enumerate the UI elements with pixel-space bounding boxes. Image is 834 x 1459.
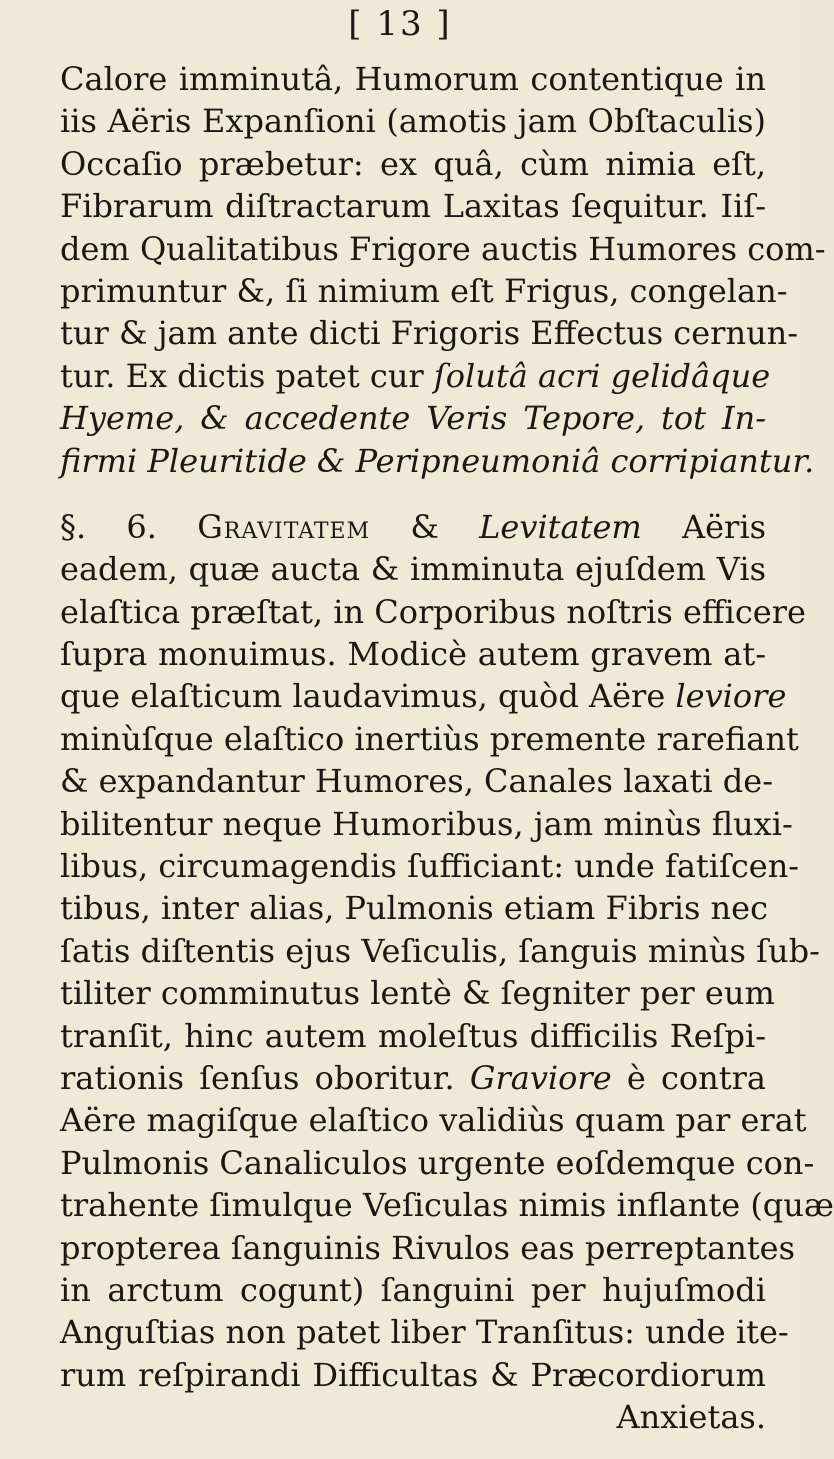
text-line <box>60 1184 834 1226</box>
text-line <box>60 675 787 717</box>
text-run: elaſtica præſtat, in Corporibus noſtris efficere <box>60 592 806 631</box>
text-block <box>60 58 834 1439</box>
text-line <box>60 760 773 802</box>
text-line <box>60 1142 815 1184</box>
text-line <box>60 972 775 1014</box>
text-run: rum reſpirandi Difficultas & Præcordiorum <box>60 1355 766 1394</box>
text-line <box>60 100 766 142</box>
text-run: minùſque elaſtico inertiùs premente rarefiant <box>60 719 799 758</box>
text-run: dem Qualitatibus Frigore auctis Humores com- <box>60 229 826 268</box>
text-line <box>60 1354 766 1396</box>
text-run: eadem, quæ aucta & imminuta ejuſdem Vis <box>60 550 766 589</box>
text-line <box>60 440 815 482</box>
text-run: Fibrarum diſtractarum Laxitas ſequitur. Iiſ- <box>60 187 766 226</box>
text-line <box>60 633 766 675</box>
text-run: ſupra monuimus. Modicè autem gravem at- <box>60 635 766 674</box>
text-run: tur. Ex dictis patet cur <box>60 356 434 395</box>
text-run: bilitentur neque Humoribus, jam minùs fluxi- <box>60 804 793 843</box>
text-run: tibus, inter alias, Pulmonis etiam Fibris nec <box>60 889 769 928</box>
text-line <box>60 718 799 760</box>
text-run: & expandantur Humores, Canales laxati de- <box>60 762 773 801</box>
text-run: tur & jam ante dicti Frigoris Effectus cernun- <box>60 314 799 353</box>
text-line <box>60 312 799 354</box>
text-line <box>60 1311 789 1353</box>
page-number: [ 13 ] <box>348 4 452 44</box>
text-line <box>60 887 769 929</box>
text-run: iis Aëris Expanſioni (amotis jam Obſtaculis) <box>60 102 766 141</box>
text-run: primuntur &, ſi nimium eſt Frigus, congelan- <box>60 271 788 310</box>
text-run: Occaſio præbetur: ex quâ, cùm nimia eſt, <box>60 144 766 183</box>
text-line <box>60 1015 766 1057</box>
italic-text: firmi Pleuritide & Peripneumoniâ corripiantur. <box>60 441 815 480</box>
text-run: in arctum cogunt) ſanguini per hujuſmodi <box>60 1270 766 1309</box>
text-run: trahente ſimulque Veſiculas nimis inflante (quæ <box>60 1186 834 1225</box>
small-caps-text: Gravitatem <box>197 507 371 546</box>
paragraph-2 <box>60 506 834 1396</box>
italic-text: ſolutâ acri gelidâque <box>433 356 771 395</box>
text-line <box>60 58 766 100</box>
paragraph-1 <box>60 58 826 482</box>
text-run: tranſit, hinc autem moleſtus difficilis Reſpi- <box>60 1016 766 1055</box>
text-run: Aëris <box>641 507 767 546</box>
text-run: §. 6. <box>60 507 198 546</box>
text-run: Calore imminutâ, Humorum contentique in <box>60 60 766 98</box>
paragraph-gap <box>60 482 766 506</box>
text-line <box>60 803 793 845</box>
text-line <box>60 355 771 397</box>
text-line <box>60 270 788 312</box>
text-run: ſatis diſtentis ejus Veſiculis, ſanguis minùs ſub- <box>60 931 820 970</box>
text-run: tiliter comminutus lentè & ſegniter per eum <box>60 974 775 1013</box>
text-run: rationis ſenſus oboritur. <box>60 1058 470 1097</box>
text-run: Pulmonis Canaliculos urgente eoſdemque con- <box>60 1143 815 1182</box>
text-run: Aëre magiſque elaſtico validiùs quam par erat <box>60 1101 807 1140</box>
italic-text: Levitatem <box>479 507 642 546</box>
text-line <box>60 1269 766 1311</box>
text-run: que elaſticum laudavimus, quòd Aëre <box>60 677 676 716</box>
text-line <box>60 1227 796 1269</box>
text-line <box>60 143 766 185</box>
text-line <box>60 591 806 633</box>
text-line <box>60 185 766 227</box>
italic-text: Hyeme, & accedente Veris Tepore, tot In- <box>60 399 766 438</box>
text-line <box>60 397 766 439</box>
text-run: libus, circumagendis ſufficiant: unde fatiſcen- <box>60 847 800 886</box>
text-run: & <box>370 507 480 546</box>
text-run: Anguſtias non patet liber Tranſitus: unde ite- <box>60 1313 789 1352</box>
catchword: Anxietas. <box>616 1398 766 1437</box>
text-line <box>60 1099 807 1141</box>
text-run: è contra <box>611 1058 767 1097</box>
italic-text: leviore <box>675 677 787 716</box>
text-line <box>60 506 766 548</box>
text-line <box>60 228 826 270</box>
italic-text: Graviore <box>469 1058 612 1097</box>
text-line <box>60 1057 766 1099</box>
text-line <box>60 845 800 887</box>
text-line <box>60 548 766 590</box>
text-line <box>60 930 820 972</box>
text-run: propterea ſanguinis Rivulos eas perreptantes <box>60 1228 796 1267</box>
